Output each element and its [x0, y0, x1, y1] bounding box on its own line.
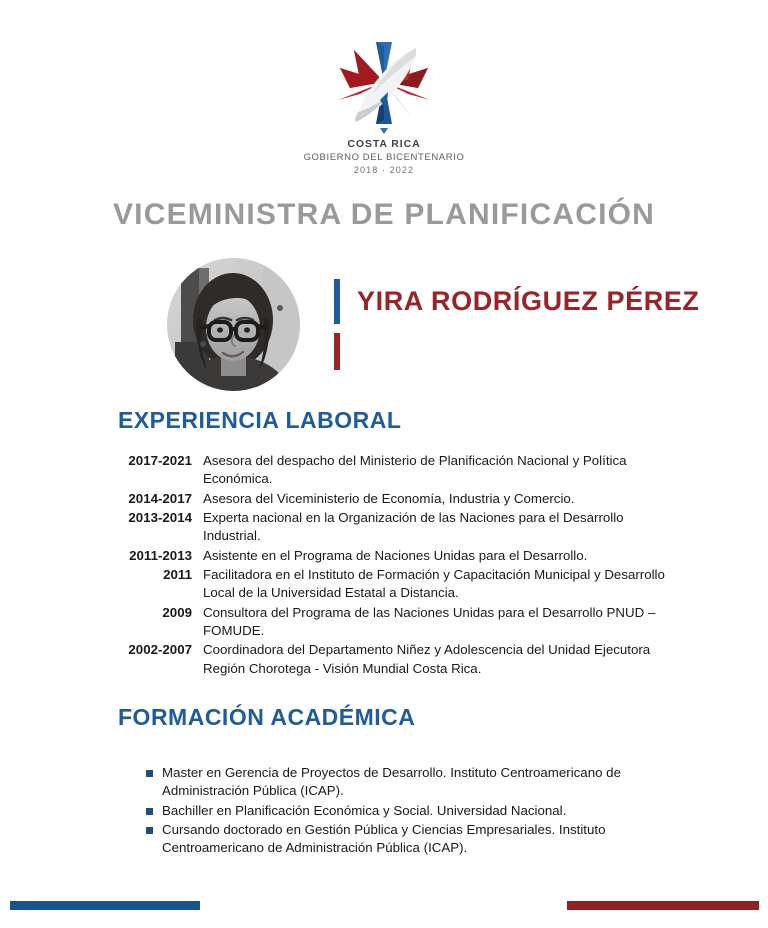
experience-entry-date: 2009 [162, 604, 192, 620]
accent-bar-red [334, 333, 340, 370]
education-section-header: FORMACIÓN ACADÉMICA [118, 704, 416, 730]
education-list [146, 764, 666, 859]
experience-entry [100, 509, 670, 546]
accent-bar-blue [334, 279, 340, 324]
education-entry [146, 764, 666, 801]
experience-entry [100, 566, 670, 603]
experience-list [100, 452, 670, 679]
logo-years: 2018 · 2022 [353, 165, 415, 175]
experience-entry-date: 2014-2017 [128, 490, 192, 506]
experience-entry-description: Consultora del Programa de las Naciones Unidas para el Desarrollo PNUD – FOMUDE. [203, 604, 656, 639]
page-title: VICEMINISTRA DE PLANIFICACIÓN [112, 198, 656, 231]
government-logo [0, 28, 768, 176]
square-bullet-icon [146, 821, 162, 834]
experience-entry-date: 2017-2021 [128, 453, 192, 468]
experience-entry-description: Experta nacional en la Organización de las Naciones para el Desarrollo Industrial. [203, 510, 624, 544]
footer-bar-left [10, 901, 200, 910]
experience-entry-description: Asistente en el Programa de Naciones Unidas para el Desarrollo. [203, 547, 588, 563]
experience-entry-description: Facilitadora en el Instituto de Formación y Capacitación Municipal y Desarrollo Local de la Universidad Estatal a Distancia. [203, 567, 665, 601]
education-entry [146, 802, 666, 820]
square-bullet-icon [146, 764, 162, 777]
experience-entry [100, 547, 670, 565]
education-entry-text: Cursando doctorado en Gestión Pública y Ciencias Empresariales. Instituto Centroamericano de Administración Pública (ICAP). [162, 822, 606, 856]
education-entry [146, 821, 666, 858]
education-entry-text: Master en Gerencia de Proyectos de Desarrollo. Instituto Centroamericano de Administración Pública (ICAP). [162, 765, 621, 799]
logo-country: COSTA RICA [347, 138, 421, 150]
experience-entry-date: 2011 [163, 567, 192, 583]
person-name: YIRA RODRÍGUEZ PÉREZ [357, 286, 700, 316]
logo-wordmark [304, 138, 465, 176]
square-bullet-icon [146, 802, 162, 815]
person-header [0, 258, 768, 393]
avatar [167, 258, 300, 391]
experience-entry-date: 2013-2014 [128, 510, 192, 526]
portrait-photo [167, 258, 300, 391]
experience-entry [100, 641, 670, 678]
experience-entry-date: 2002-2007 [128, 642, 192, 658]
experience-entry-description: Coordinadora del Departamento Niñez y Adolescencia del Unidad Ejecutora Región Chorotega - Visión Mundial Costa Rica. [203, 642, 651, 676]
experience-section-header: EXPERIENCIA LABORAL [118, 407, 402, 433]
costa-rica-star-logo-icon [324, 28, 444, 136]
experience-entry [100, 490, 670, 508]
footer-bar-right [567, 901, 759, 910]
logo-tagline: GOBIERNO DEL BICENTENARIO [303, 152, 465, 164]
experience-entry [100, 452, 670, 489]
experience-entry-date: 2011-2013 [129, 547, 192, 563]
experience-entry [100, 604, 670, 641]
experience-entry-description: Asesora del Viceministerio de Economía, Industria y Comercio. [203, 490, 575, 506]
education-entry-text: Bachiller en Planificación Económica y Social. Universidad Nacional. [162, 802, 567, 818]
experience-entry-description: Asesora del despacho del Ministerio de Planificación Nacional y Política Económica. [203, 453, 627, 487]
